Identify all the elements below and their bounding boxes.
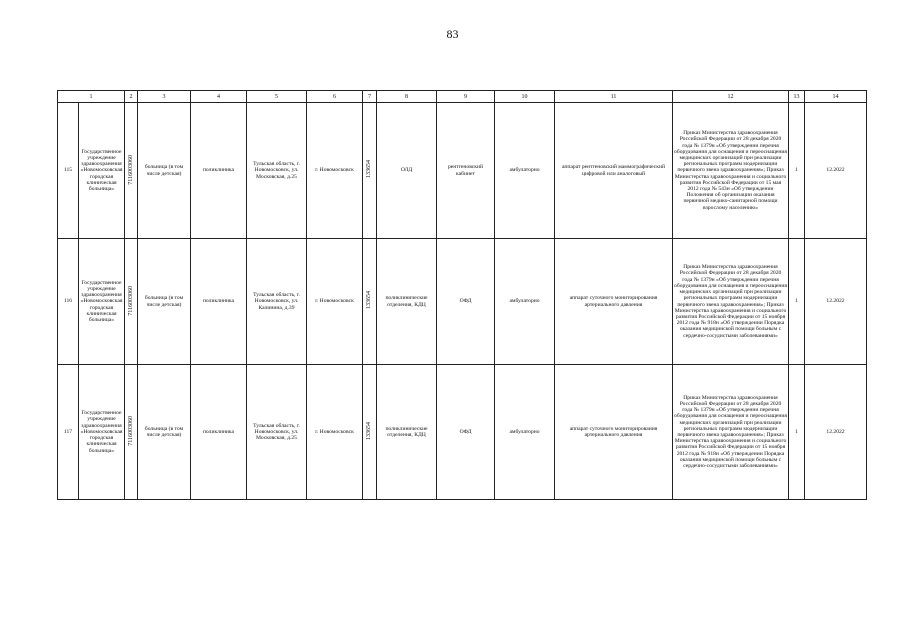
organization-type: больница (в том числе детская): [138, 365, 191, 500]
header-cell-8: 8: [377, 91, 437, 103]
code-value: 133654: [366, 421, 373, 440]
header-cell-9: 9: [437, 91, 495, 103]
department: поликлинические отделения, КДЦ: [377, 239, 437, 365]
header-cell-1: 1: [58, 91, 125, 103]
table-row: [58, 365, 867, 500]
legal-basis: Приказ Министерства здравоохранения Российской Федерации от 28 декабря 2020 года № 1379н «Об утверждении перечня оборудования для оснащения и переоснащения медицинских организаций при реализации региональных программ модернизации первичного звена здравоохранения»; Приказ Министерства здравоохранения и социального развития Российской Федерации от 15 мая 2012 года № 543н «Об утверждении Положения об организации оказания первичной медико-санитарной помощи взрослому населению»: [673, 103, 789, 239]
code-value: 133654: [366, 291, 373, 310]
unit-type: поликлиника: [191, 103, 247, 239]
code-cell: [363, 365, 377, 500]
table-row: [58, 239, 867, 365]
organization-type: больница (в том числе детская): [138, 239, 191, 365]
header-cell-11: 11: [555, 91, 673, 103]
code-cell: [363, 239, 377, 365]
header-cell-6: 6: [307, 91, 363, 103]
care-conditions: амбулаторно: [495, 103, 555, 239]
deadline: 12.2022: [805, 365, 867, 500]
code-cell: [363, 103, 377, 239]
organization-name: Государственное учреждение здравоохранения «Новомосковская городская клиническая больница»: [79, 365, 125, 500]
header-cell-4: 4: [191, 91, 247, 103]
equipment-table: [57, 90, 867, 500]
inn-cell: [125, 365, 138, 500]
room: рентгеновский кабинет: [437, 103, 495, 239]
header-cell-7: 7: [363, 91, 377, 103]
room: ОФД: [437, 365, 495, 500]
address: Тульская область, г. Новомосковск, ул. Московская, д.25: [247, 103, 307, 239]
legal-basis: Приказ Министерства здравоохранения Российской Федерации от 28 декабря 2020 года № 1379н «Об утверждении перечня оборудования для оснащения и переоснащения медицинских организаций при реализации региональных программ модернизации первичного звена здравоохранения»; Приказ Министерства здравоохранения и социального развития Российской Федерации от 15 ноября 2012 года № 918н «Об утверждении Порядка оказания медицинской помощи больным с сердечно-сосудистыми заболеваниями»: [673, 365, 789, 500]
equipment-name: аппарат рентгеновский маммографический цифровой или аналоговый: [555, 103, 673, 239]
header-cell-2: 2: [125, 91, 138, 103]
quantity: 1: [789, 239, 805, 365]
care-conditions: амбулаторно: [495, 239, 555, 365]
header-cell-12: 12: [673, 91, 789, 103]
department: ОЛД: [377, 103, 437, 239]
organization-type: больница (в том числе детская): [138, 103, 191, 239]
inn-cell: [125, 239, 138, 365]
row-number: 115: [58, 103, 79, 239]
inn-cell: [125, 103, 138, 239]
organization-name: Государственное учреждение здравоохранения «Новомосковская городская клиническая больница»: [79, 239, 125, 365]
header-cell-14: 14: [805, 91, 867, 103]
organization-name: Государственное учреждение здравоохранения «Новомосковская городская клиническая больница»: [79, 103, 125, 239]
care-conditions: амбулаторно: [495, 365, 555, 500]
code-value: 133654: [366, 160, 373, 179]
room: ОФД: [437, 239, 495, 365]
quantity: 1: [789, 103, 805, 239]
deadline: 12.2022: [805, 103, 867, 239]
department: поликлинические отделения, КДЦ: [377, 365, 437, 500]
equipment-name: аппарат суточного мониторирования артериального давления: [555, 365, 673, 500]
inn-value: 7116003060: [127, 154, 134, 185]
page-number: 83: [446, 27, 459, 41]
city: г. Новомосковск: [307, 365, 363, 500]
unit-type: поликлиника: [191, 239, 247, 365]
header-row: [58, 91, 867, 103]
header-cell-10: 10: [495, 91, 555, 103]
unit-type: поликлиника: [191, 365, 247, 500]
address: Тульская область, г. Новомосковск, ул. Московская, д.25: [247, 365, 307, 500]
deadline: 12.2022: [805, 239, 867, 365]
table-row: [58, 103, 867, 239]
address: Тульская область, г. Новомосковск, ул. Калинина, д.39: [247, 239, 307, 365]
legal-basis: Приказ Министерства здравоохранения Российской Федерации от 28 декабря 2020 года № 1379н «Об утверждении перечня оборудования для оснащения и переоснащения медицинских организаций при реализации региональных программ модернизации первичного звена здравоохранения»; Приказ Министерства здравоохранения и социального развития Российской Федерации от 15 ноября 2012 года № 918н «Об утверждении Порядка оказания медицинской помощи больным с сердечно-сосудистыми заболеваниями»: [673, 239, 789, 365]
header-cell-3: 3: [138, 91, 191, 103]
inn-value: 7116003060: [127, 416, 134, 446]
header-cell-13: 13: [789, 91, 805, 103]
header-cell-5: 5: [247, 91, 307, 103]
quantity: 1: [789, 365, 805, 500]
city: г. Новомосковск: [307, 239, 363, 365]
row-number: 116: [58, 239, 79, 365]
city: г. Новомосковск: [307, 103, 363, 239]
equipment-name: аппарат суточного мониторирования артериального давления: [555, 239, 673, 365]
inn-value: 7116003060: [127, 285, 134, 316]
row-number: 117: [58, 365, 79, 500]
